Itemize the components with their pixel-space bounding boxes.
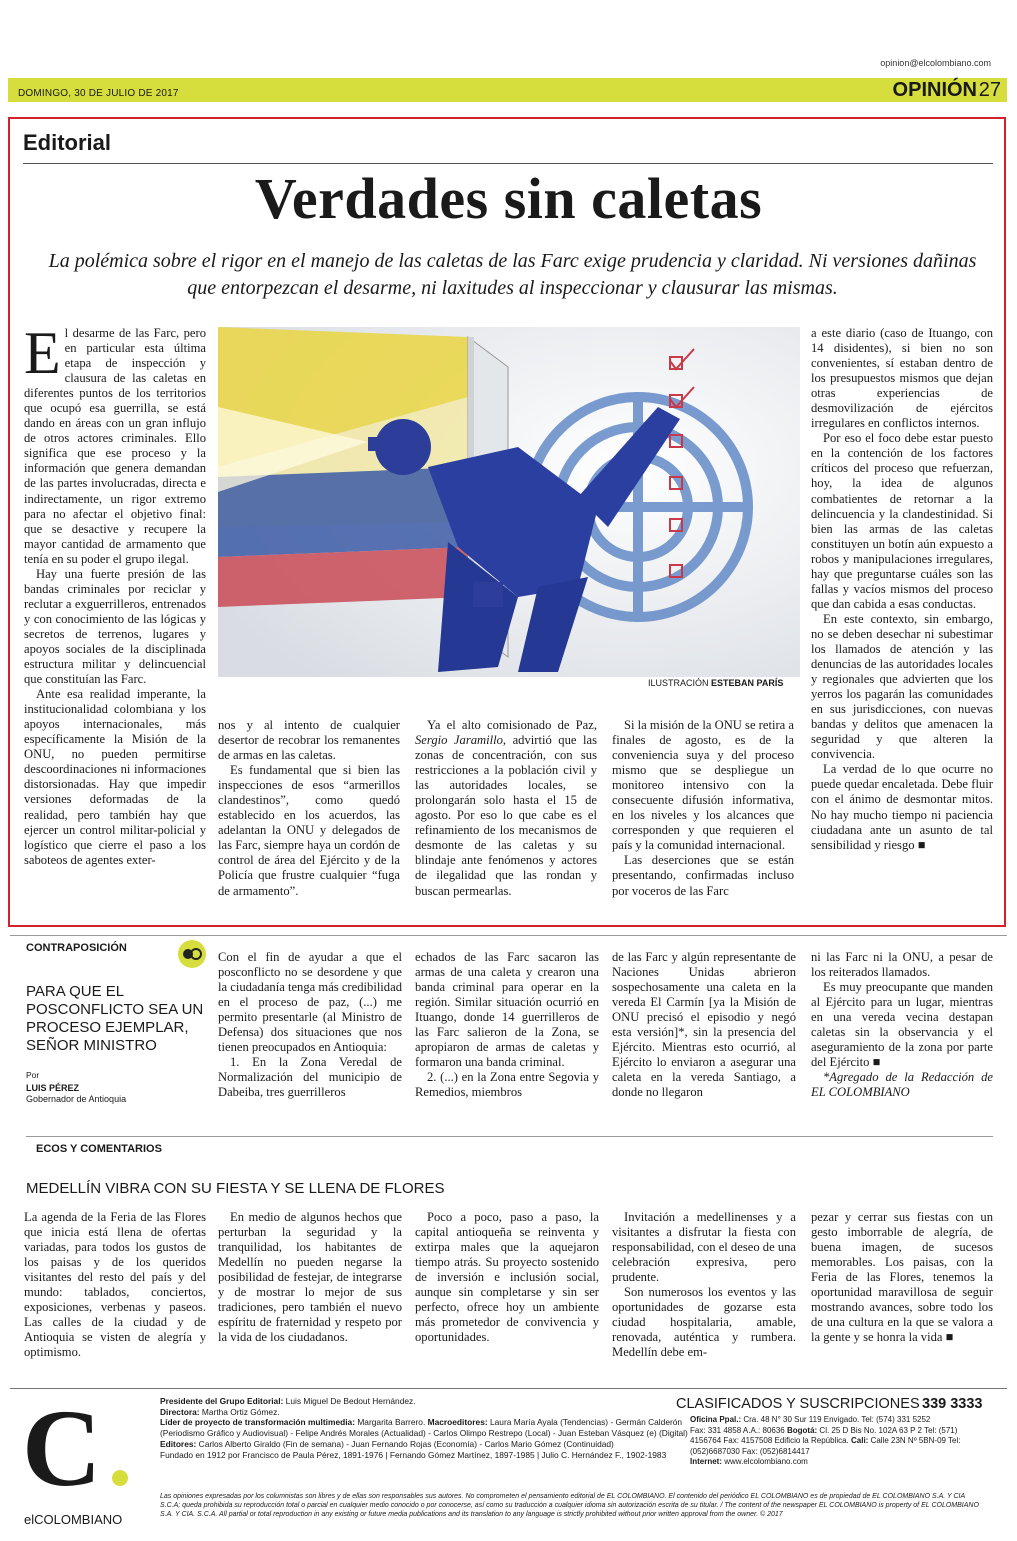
paragraph: Por eso el foco debe estar puesto en la contención de los factores críticos del proceso que refuerzan, hoy, la idea de algunos combatientes de retornar a la delincuencia y la clandestinidad. Si bien las armas de las caletas constituyen un botín aún expuesto a robos y manipulaciones irregulares, hay que preguntarse cuáles son las fallas y vacíos mismos del proceso que dan cabida a esas conductas.: [811, 431, 993, 611]
paragraph: Con el fin de ayudar a que el posconflicto no se desordene y que la ciudadanía tenga más credibilidad en el proceso de paz, (...) me permito presentarle (al Ministro de Defensa) dos situaciones que nos tienen preocupados en Antioquia:: [218, 950, 402, 1055]
ecos-column-1: [24, 1210, 206, 1360]
byline-author: LUIS PÉREZ: [26, 1083, 80, 1093]
legal-disclaimer: Las opiniones expresadas por los columnistas son libres y de ellas son responsables sus autores. No comprometen el pensamiento editorial de EL COLOMBIANO. El contenido del periódico EL COLOMBIANO es de propiedad de EL COLOMBIANO S.A. Y CIA S.C.A; queda prohibida su reproducción total o parcial en cualquier medio conocido o por conocerse, así como su traducción a cualquier idioma sin autorización escrita de su titular. / The content of the newspaper EL COLOMBIANO is property of EL COLOMBIANO S.A. Y CIA. S.C.A. All partial or total reproduction in any existing or future media publications and its translation to any language is strictly prohibited without prior written approval from the owner. © 2017: [160, 1493, 979, 1518]
paragraph: Es muy preocupante que manden al Ejército para un lugar, mientras en una vereda vecina destapan caletas sin la observancia y el aseguramiento de la zona por parte del Ejército ■: [811, 980, 993, 1070]
contact-line: Oficina Ppal.: Cra. 48 N° 30 Sur 119 Envigado. Tel: (574) 331 5252: [690, 1415, 931, 1424]
paragraph: ni las Farc ni la ONU, a pesar de los reiterados llamados.: [811, 950, 993, 980]
ecos-column-5: [811, 1210, 993, 1345]
logo-dot: [112, 1470, 128, 1486]
end-mark: ■: [872, 1055, 881, 1070]
illustration-un-inspector: [218, 327, 800, 677]
header-email[interactable]: opinion@elcolombiano.com: [880, 58, 991, 68]
editorial-column-1: [24, 320, 206, 868]
paragraph: Es fundamental que si bien las inspecciones de esos “armerillos clandestinos”, como quedó establecido en los acuerdos, las adelantan la ONU y delegados de las Farc, siempre haya un cordón de control de área del Ejército y de la Policía que frustre cualquier “fuga de armamento”.: [218, 763, 400, 898]
paragraph: echados de las Farc sacaron las armas de una caleta y crearon una banda criminal para operar en la región. Similar situación ocurrió en Ituango, donde 14 guerrilleros de las Farc salieron de la Zona, se apropiaron de armas de caletas y formaron una banda criminal.: [415, 950, 599, 1070]
staff-box: [160, 1396, 688, 1460]
illustration-art: [218, 327, 800, 677]
paragraph: 2. (...) en la Zona entre Segovia y Remedios, miembros: [415, 1070, 599, 1100]
contact-line: (052)6687030 Fax: (052)6814417: [690, 1446, 810, 1456]
paragraph: La agenda de la Feria de las Flores que inicia está llena de ofertas variadas, para todos los gustos de los paisas y de los queridos visitantes del resto del país y del mundo: tablados, conciertos, exposiciones, verbenas y paseos. Las calles de la ciudad y de Antioquia se visten de alegría y optimismo.: [24, 1210, 206, 1360]
paragraph: a este diario (caso de Ituango, con 14 disidentes), si bien no son convenientes, sí estaban dentro de los presupuestos mismos que dejan otras experiencias de desmovilización de ejércitos irregulares en conflictos internos.: [811, 326, 993, 431]
paragraph: nos y al intento de cualquier desertor de recobrar los remanentes de armas en las caletas.: [218, 718, 400, 763]
illustration-credit: ILUSTRACIÓN ESTEBAN PARÍS: [648, 678, 784, 688]
kicker-rule: [23, 163, 993, 164]
staff-line: Directora: Martha Ortiz Gómez.: [160, 1406, 280, 1417]
paragraph: La verdad de lo que ocurre no puede quedar encaletada. Debe fluir con el ánimo de desmontar mitos. No hay mucho tiempo ni paciencia ciudadana ante un asunto de tal sensibilidad y riesgo ■: [811, 762, 993, 852]
editorial-column-2: [218, 718, 400, 899]
end-mark: ■: [945, 1330, 954, 1345]
editorial-column-3: [415, 718, 597, 899]
ecos-column-2: [218, 1210, 402, 1345]
contraposicion-column-4: [811, 950, 993, 1100]
paragraph: pezar y cerrar sus fiestas con un gesto imborrable de alegría, de buena imagen, de sucesos memorables. Los paisas, con la Feria de las Flores, tenemos la oportunidad maravillosa de seguir mostrando avances, sobre todo los de una cultura en la que se valora a la gente y se honra la vida ■: [811, 1210, 993, 1345]
contraposicion-title: PARA QUE EL POSCONFLICTO SEA UN PROCESO EJEMPLAR, SEÑOR MINISTRO: [26, 983, 204, 1054]
staff-line: Presidente del Grupo Editorial: Luis Miguel De Bedout Hernández.: [160, 1396, 416, 1406]
staff-line: (Periodismo Gráfico y Audiovisual) - Felipe Andrés Morales (Actualidad) - Carlos Olimpo Restrepo (Local) - Juan Esteban Vásquez (e) (Digital): [160, 1428, 688, 1439]
staff-line: Fundado en 1912 por Francisco de Paula Pérez, 1891-1976 | Fernando Gómez Martínez, 1897-1985 | Julio C. Hernández F., 1902-1983: [160, 1449, 667, 1460]
paragraph: En este contexto, sin embargo, no se deben desechar ni subestimar los llamados de atención y las denuncias de las autoridades locales y regionales que advierten que los yerros los pagarán las comunidades en sus jurisdicciones, con nuevas bandas y delitos que amenacen la seguridad y que alteren la convivencia.: [811, 611, 993, 762]
contraposicion-label: CONTRAPOSICIÓN: [26, 942, 127, 954]
section-divider: [26, 1136, 993, 1137]
paragraph: l desarme de las Farc, pero en particular esta última etapa de inspección y clausura de las caletas en diferentes puntos de los territorios que ocupó esa guerrilla, se está dando en áreas con un gran influjo de otros actores criminales. Ello significa que ese proceso y la información que genera demandan de las partes involucradas, directa e indirectamente, un rigor extremo para no afectar el objetivo final: que se desactive y recupere la mayor cantidad de armamento que tenía en su poder el grupo ilegal.: [24, 326, 206, 566]
clasificados-phone[interactable]: 339 3333: [922, 1396, 983, 1412]
contact-line: Fax: 331 4858 A.A.: 80636 Bogotá: Cl. 25 D Bis No. 102A 63 P 2 Tel: (571): [690, 1425, 958, 1435]
section-name: OPINIÓN: [892, 79, 977, 101]
contact-line[interactable]: Internet: www.elcolombiano.com: [690, 1457, 808, 1466]
editorial-kicker: Editorial: [23, 130, 112, 155]
contraposicion-column-1: [218, 950, 402, 1100]
logo-letter: C: [22, 1387, 102, 1509]
editorial-headline: Verdades sin caletas: [254, 166, 763, 231]
contraposicion-column-2: [415, 950, 599, 1100]
ecos-column-4: [612, 1210, 796, 1360]
ecos-column-3: [415, 1210, 599, 1345]
byline-prefix: Por: [26, 1070, 40, 1080]
paragraph: En medio de algunos hechos que perturban la seguridad y la tranquilidad, los habitantes de Medellín no pueden negarse la posibilidad de festejar, de integrarse y de mostrar lo mejor de sus tradiciones, pero también el nuevo espíritu de fraternidad y respeto por la vida de los ciudadanos.: [218, 1210, 402, 1345]
end-mark: ■: [917, 837, 926, 852]
logo-wordmark: elCOLOMBIANO: [24, 1512, 123, 1527]
paragraph: de las Farc y algún representante de Naciones Unidas abrieron sospechosamente una caleta en la vereda El Carmín [ya la Misión de ONU precisó el episodio y negó esta versión]*, sin la presencia del Ejército. Mientras esto ocurrió, al Ejército lo enviaron a asegurar una caleta en la vereda Santiago, a donde no llegaron: [612, 950, 796, 1100]
staff-line: Editores: Carlos Alberto Giraldo (Fin de semana) - Juan Fernando Rojas (Economía) - Carlos Mario Gómez (Continuidad): [160, 1438, 614, 1449]
header-date: DOMINGO, 30 DE JULIO DE 2017: [18, 88, 179, 99]
page-number: 27: [978, 79, 1001, 101]
contraposicion-column-3: [612, 950, 796, 1100]
editor-note: *Agregado de la Redacción de EL COLOMBIANO: [811, 1070, 993, 1100]
drop-cap: E: [24, 320, 61, 386]
contact-line: 4156764 Fax: 4157508 Edificio la República. Cali: Calle 23N Nº 5BN-09 Tel:: [690, 1436, 961, 1445]
ecos-label: ECOS Y COMENTARIOS: [36, 1143, 162, 1155]
editorial-column-4: [612, 718, 794, 899]
paragraph: Ya el alto comisionado de Paz, Sergio Jaramillo, advirtió que las zonas de concentración, con sus restricciones a la población civil y las autoridades locales, se prolongarán solo hasta el 15 de agosto. Por eso lo que cabe es el refinamiento de los mecanismos de desmonte de las caletas y su blindaje ante fenómenos y actores de ilegalidad que las rondan y buscan permearlas.: [415, 718, 597, 898]
paragraph: Ante esa realidad imperante, la institucionalidad colombiana y los apoyos internacionales, más específicamente la Misión de la ONU, no pueden permitirse descoordinaciones ni informaciones distorsionadas. Hay que impedir versiones deformadas de la realidad, pero también hay que ejercer un control militar-policial y logístico que cierre el paso a los saboteos de agentes exter-: [24, 687, 206, 867]
paragraph: Hay una fuerte presión de las bandas criminales por reciclar y reclutar a exguerrilleros, entrenados y con conocimiento de las lógicas y secretos de terrenos, lugares y apoyos sociales de la disciplinada estructura militar y delincuencial que constituían las Farc.: [24, 566, 206, 687]
footer-divider: [10, 1388, 1007, 1389]
paragraph: 1. En la Zona Veredal de Normalización del municipio de Dabeiba, tres guerrilleros: [218, 1055, 402, 1100]
ecos-title: MEDELLÍN VIBRA CON SU FIESTA Y SE LLENA DE FLORES: [26, 1180, 445, 1197]
paragraph: Poco a poco, paso a paso, la capital antioqueña se reinventa y extirpa males que la aquejaron tiempo atrás. Su proyecto sostenido de inversión e inclusión social, aunque sin completarse y sin ser perfecto, ofrece hoy un ambiente más prometedor de convivencia y oportunidades.: [415, 1210, 599, 1345]
paragraph: Si la misión de la ONU se retira a finales de agosto, es de la conveniencia suya y del proceso mismo que se despliegue un monitoreo intensivo con la consecuente difusión informativa, en los niveles y los alcances que corresponden y que requieren el país y la comunidad internacional.: [612, 718, 794, 853]
clasificados-title: CLASIFICADOS Y SUSCRIPCIONES: [676, 1396, 920, 1412]
staff-line: Líder de proyecto de transformación multimedia: Margarita Barrero. Macroeditores: Laura María Ayala (Tendencias) - Germán Calderón: [160, 1417, 683, 1428]
contact-info: [690, 1415, 990, 1468]
byline-role: Gobernador de Antioquia: [26, 1094, 127, 1104]
paragraph: Las deserciones que se están presentando, confirmadas incluso por voceros de las Farc: [612, 853, 794, 898]
speech-bubbles-icon: [178, 940, 206, 968]
paragraph: Invitación a medellinenses y a visitantes a disfrutar la fiesta con responsabilidad, con el deseo de una celebración expresiva, pero prudente.: [612, 1210, 796, 1285]
paragraph: Son numerosos los eventos y las oportunidades de gozarse esta ciudad hospitalaria, amable, renovada, auténtica y rumbera. Medellín debe em-: [612, 1285, 796, 1360]
section-divider: [10, 935, 1007, 936]
editorial-deck: La polémica sobre el rigor en el manejo de las caletas de las Farc exige prudencia y claridad. Ni versiones dañinas que entorpezcan el desarme, ni laxitudes al inspeccionar y clausurar las mismas.: [48, 250, 977, 299]
editorial-column-5: [811, 326, 993, 853]
